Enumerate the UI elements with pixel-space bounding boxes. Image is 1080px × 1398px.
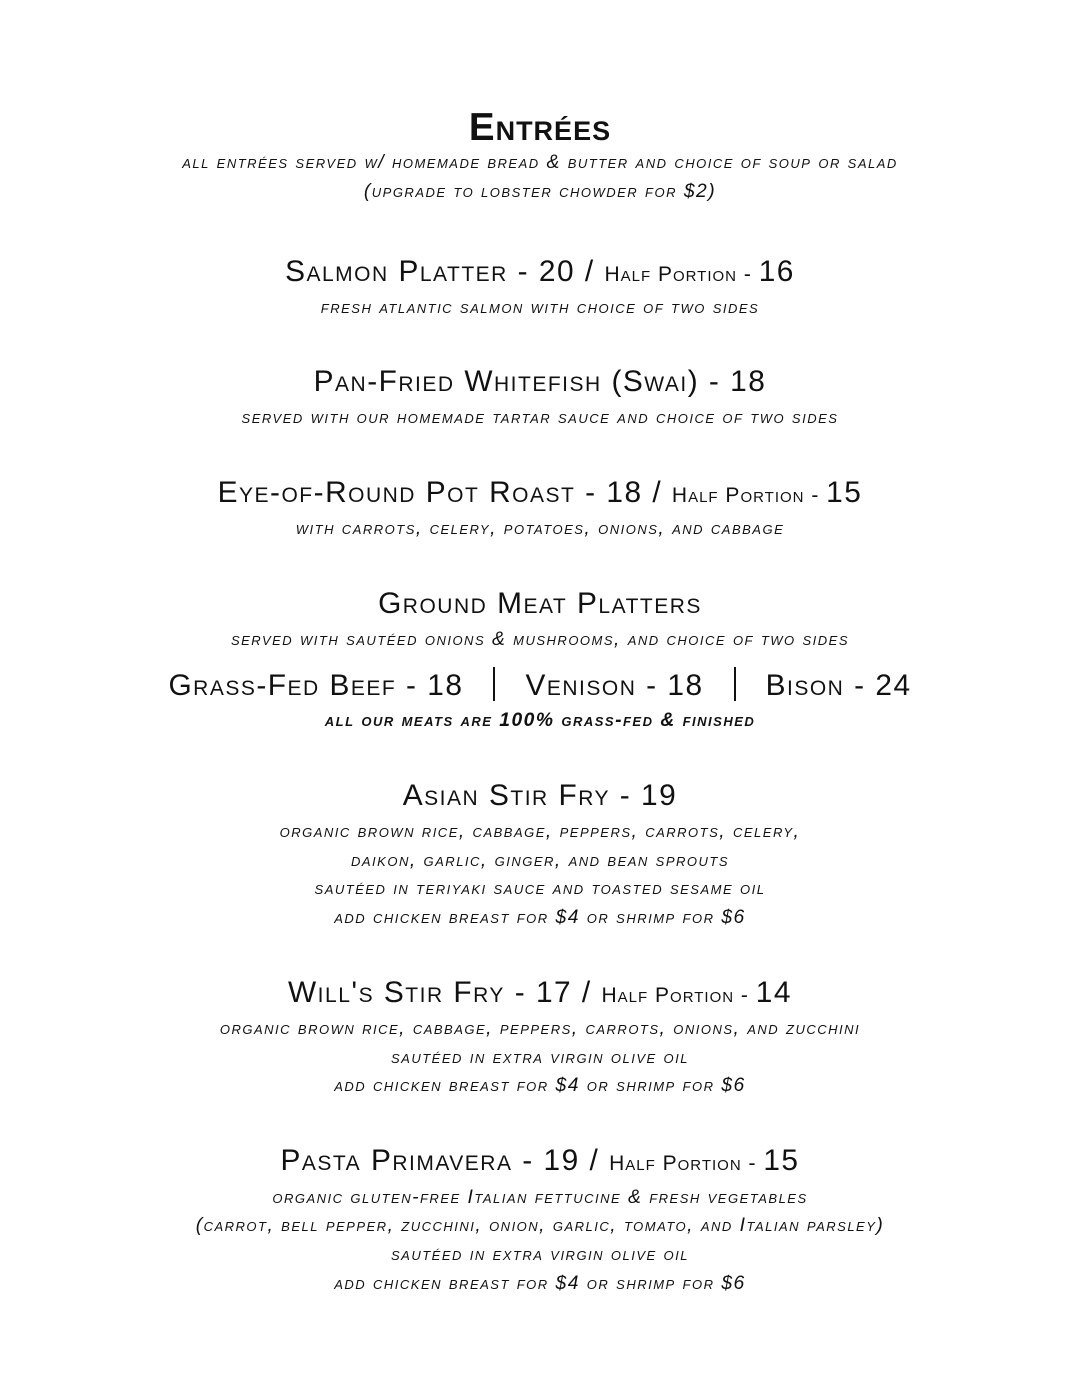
item-name: Pan-Fried Whitefish (Swai) - 18 bbox=[313, 365, 767, 398]
half-portion-price: 14 bbox=[755, 976, 792, 1009]
item-description: sautéed in teriyaki sauce and toasted sesame oil bbox=[314, 878, 766, 899]
half-portion-label: Half Portion - bbox=[604, 263, 759, 286]
menu-item-title bbox=[0, 975, 1080, 1014]
item-description: sautéed in extra virgin olive oil bbox=[390, 1244, 690, 1265]
meat-option-beef: Grass-Fed Beef - 18 bbox=[168, 669, 464, 702]
menu-item-title bbox=[0, 778, 1080, 814]
menu-item-title bbox=[0, 475, 1080, 514]
item-description: daikon, garlic, ginger, and bean sprouts bbox=[350, 850, 729, 871]
half-portion-price: 15 bbox=[763, 1144, 800, 1177]
grass-fed-note: all our meats are 100% grass-fed & finished bbox=[324, 710, 756, 731]
half-portion-label: Half Portion - bbox=[609, 1152, 764, 1175]
item-description: sautéed in extra virgin olive oil bbox=[390, 1047, 690, 1068]
item-description: organic brown rice, cabbage, peppers, carrots, celery, bbox=[279, 821, 801, 842]
half-portion-label: Half Portion - bbox=[671, 484, 827, 507]
intro-line-upgrade: (upgrade to lobster chowder for $2) bbox=[363, 181, 717, 202]
item-name: Pasta Primavera - 19 / bbox=[280, 1144, 610, 1177]
item-description: organic brown rice, cabbage, peppers, carrots, onions, and zucchini bbox=[219, 1018, 861, 1039]
item-description: fresh atlantic salmon with choice of two sides bbox=[320, 297, 760, 318]
item-description: served with sautéed onions & mushrooms, and choice of two sides bbox=[230, 629, 850, 650]
menu-item-title bbox=[0, 364, 1080, 400]
item-addon: add chicken breast for $4 or shrimp for $6 bbox=[334, 1075, 746, 1096]
item-addon: add chicken breast for $4 or shrimp for $6 bbox=[334, 1273, 746, 1294]
divider bbox=[734, 667, 736, 701]
divider bbox=[493, 667, 495, 701]
item-name: Eye-of-Round Pot Roast - 18 / bbox=[217, 476, 672, 509]
half-portion-price: 16 bbox=[758, 255, 795, 288]
half-portion-label: Half Portion - bbox=[601, 984, 756, 1007]
half-portion-price: 15 bbox=[826, 476, 863, 509]
item-name: Salmon Platter - 20 / bbox=[285, 255, 605, 288]
meat-option-venison: Venison - 18 bbox=[525, 669, 704, 702]
item-description: served with our homemade tartar sauce and choice of two sides bbox=[241, 407, 839, 428]
meat-options-row bbox=[0, 668, 1080, 704]
menu-item-title bbox=[0, 254, 1080, 293]
item-description: (carrot, bell pepper, zucchini, onion, garlic, tomato, and Italian parsley) bbox=[195, 1215, 885, 1236]
meat-option-bison: Bison - 24 bbox=[765, 669, 912, 702]
item-name: Will's Stir Fry - 17 / bbox=[288, 976, 602, 1009]
item-description: organic gluten-free Italian fettucine & fresh vegetables bbox=[272, 1187, 808, 1208]
menu-item-title bbox=[0, 586, 1080, 622]
item-addon: add chicken breast for $4 or shrimp for $6 bbox=[334, 907, 746, 928]
menu-item-title bbox=[0, 1143, 1080, 1182]
intro-line: all entrées served w/ homemade bread & butter and choice of soup or salad bbox=[182, 152, 898, 173]
item-name: Ground Meat Platters bbox=[378, 587, 702, 620]
item-name: Asian Stir Fry - 19 bbox=[402, 779, 678, 812]
item-description: with carrots, celery, potatoes, onions, and cabbage bbox=[295, 518, 785, 539]
page-title: Entrées bbox=[468, 106, 612, 149]
